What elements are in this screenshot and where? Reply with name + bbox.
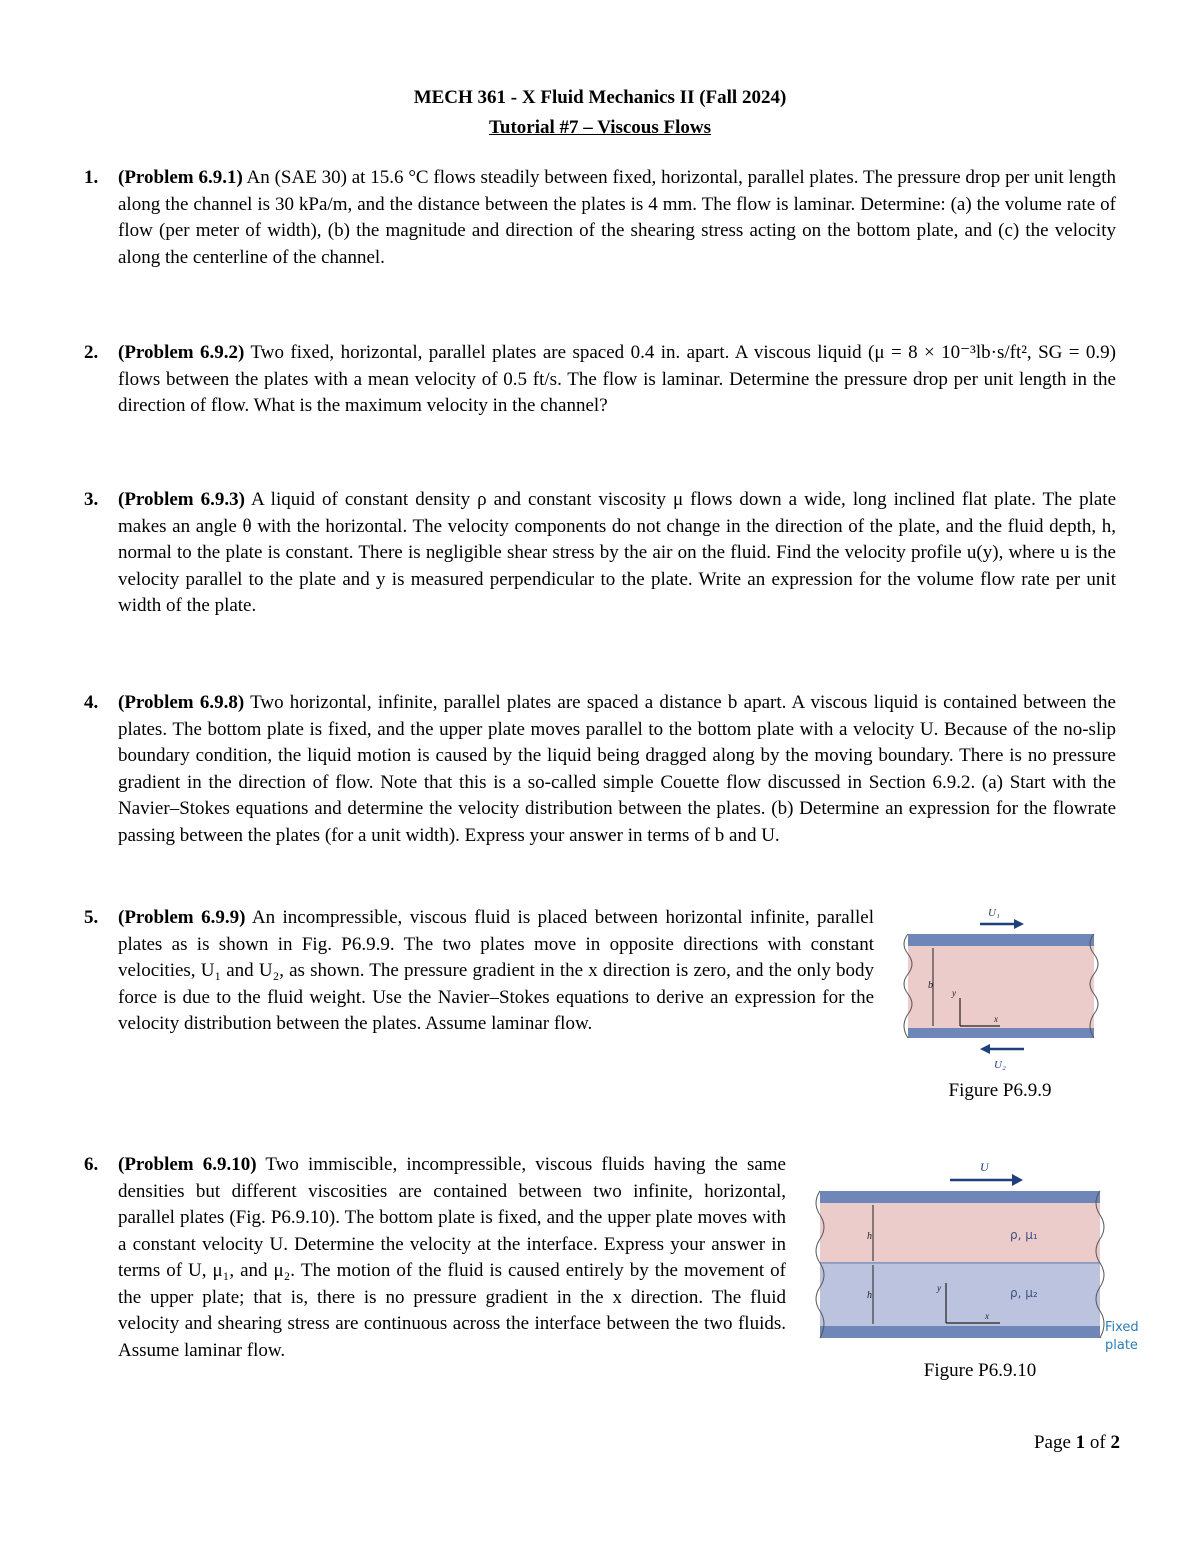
page-prefix: Page [1033,1432,1071,1453]
problem-1-text: An (SAE 30) at 15.6 °C flows steadily between fixed, horizontal, parallel plates. The pressure drop per unit length along the channel is 30 kPa/m, and the distance between the plates is 4 mm. The flow is laminar. Determine: (a) the volume rate of flow (per meter of width), (b) the magnitude and direction of the shearing stress acting on the bottom plate, and (c) the velocity along the centerline of the channel. [118,167,1117,268]
u-label: U [980,1160,989,1174]
x-label: x [994,1014,998,1024]
problem-2-number: 2. [84,342,99,363]
problem-2-text: Two fixed, horizontal, parallel plates are spaced 0.4 in. apart. A viscous liquid (μ = 8 × 10⁻³lb·s/ft², SG = 0.9) flows between the plates with a mean velocity of 0.5 ft/s. The flow is laminar. Determine the pressure drop per unit length in the direction of flow. What is the maximum velocity in the channel? [118,342,1116,416]
problem-6 [118,1152,786,1364]
problem-4-text: Two horizontal, infinite, parallel plates are spaced a distance b apart. A viscous liquid is contained between the plates. The bottom plate is fixed, and the upper plate moves parallel to the bottom plate with a velocity U. Because of the no-slip boundary condition, the liquid motion is caused by the liquid being dragged along by the moving boundary. There is no pressure gradient in the direction of flow. Note that this is a so-called simple Couette flow discussed in Section 6.9.2. (a) Start with the Navier–Stokes equations and determine the velocity distribution between the plates. (b) Determine an expression for the flowrate passing between the plates (for a unit width). Express your answer in terms of b and U. [118,692,1116,846]
problem-5-number: 5. [84,907,99,928]
fluid-1-label: ρ, μ₁ [1010,1228,1038,1242]
problem-5-label: (Problem 6.9.9) [118,907,246,928]
page-total: 2 [1110,1432,1120,1453]
bottom-plate [820,1326,1100,1338]
problem-4-number: 4. [84,692,99,713]
problem-5-text: An incompressible, viscous fluid is placed between horizontal infinite, parallel plates as is shown in Fig. P6.9.9. The two plates move in opposite directions with constant velocities, U₁ and U₂, as shown. The pressure gradient in the x direction is zero, and the only body force is due to the fluid weight. Use the Navier–Stokes equations to derive an expression for the velocity distribution between the plates. Assume laminar flow. [118,907,875,1034]
problem-3 [118,487,1116,620]
figure-p6-9-9 [900,898,1100,1078]
problem-1-number: 1. [84,167,99,188]
u2-label: U₂ [994,1059,1006,1071]
problem-4-label: (Problem 6.9.8) [118,692,245,713]
course-title: MECH 361 - X Fluid Mechanics II (Fall 2024) [413,87,787,108]
problem-6-number: 6. [84,1154,99,1175]
fluid-1-region [820,1203,1100,1263]
figure-p6-9-10 [810,1155,1155,1360]
top-plate [820,1191,1100,1203]
h-top-label: h [867,1231,872,1242]
y-label: y [937,1283,941,1293]
u-arrowhead [1012,1174,1023,1186]
page-current: 1 [1075,1432,1086,1453]
fixed-label: Fixed [1105,1320,1139,1335]
bottom-plate [908,1028,1094,1038]
page-number [1000,1432,1120,1454]
u2-arrowhead [980,1044,990,1054]
x-label: x [985,1311,989,1321]
figure-p6-9-9-caption: Figure P6.9.9 [948,1080,1052,1101]
problem-3-label: (Problem 6.9.3) [118,489,245,510]
problem-4 [118,690,1116,849]
problem-6-text: Two immiscible, incompressible, viscous fluids having the same densities but different viscosities are contained between two infinite, horizontal, parallel plates (Fig. P6.9.10). The bottom plate is fixed, and the upper plate moves with a constant velocity U. Determine the velocity at the interface. Express your answer in terms of U, μ₁, and μ₂. The motion of the fluid is caused entirely by the movement of the upper plate; that is, there is no pressure gradient in the x direction. The fluid velocity and shearing stress are continuous across the interface between the two fluids. Assume laminar flow. [118,1154,786,1361]
u1-arrowhead [1014,919,1024,929]
b-label: b [928,980,933,991]
problem-3-text: A liquid of constant density ρ and constant viscosity μ flows down a wide, long inclined flat plate. The plate makes an angle θ with the horizontal. The velocity components do not change in the direction of the plate, and the fluid depth, h, normal to the plate is constant. There is negligible shear stress by the air on the fluid. Find the velocity profile u(y), where u is the velocity parallel to the plate and y is measured perpendicular to the plate. Write an expression for the volume flow rate per unit width of the plate. [118,489,1117,616]
plate-label: plate [1105,1338,1138,1353]
figure-p6-9-10-caption: Figure P6.9.10 [923,1360,1037,1381]
u1-label: U₁ [988,907,1000,919]
fluid-2-label: ρ, μ₂ [1010,1286,1038,1300]
fluid-2-region [820,1264,1100,1326]
problem-1 [118,165,1116,271]
problem-2-label: (Problem 6.9.2) [118,342,245,363]
problem-3-number: 3. [84,489,99,510]
problem-2 [118,340,1116,420]
top-plate [908,934,1094,946]
h-bottom-label: h [867,1290,872,1301]
fluid-region [908,946,1094,1028]
problem-6-label: (Problem 6.9.10) [118,1154,257,1175]
page-of: of [1089,1432,1106,1453]
problem-1-label: (Problem 6.9.1) [118,167,243,188]
problem-5 [118,905,874,1038]
tutorial-title: Tutorial #7 – Viscous Flows [488,117,712,138]
y-label: y [952,988,956,998]
